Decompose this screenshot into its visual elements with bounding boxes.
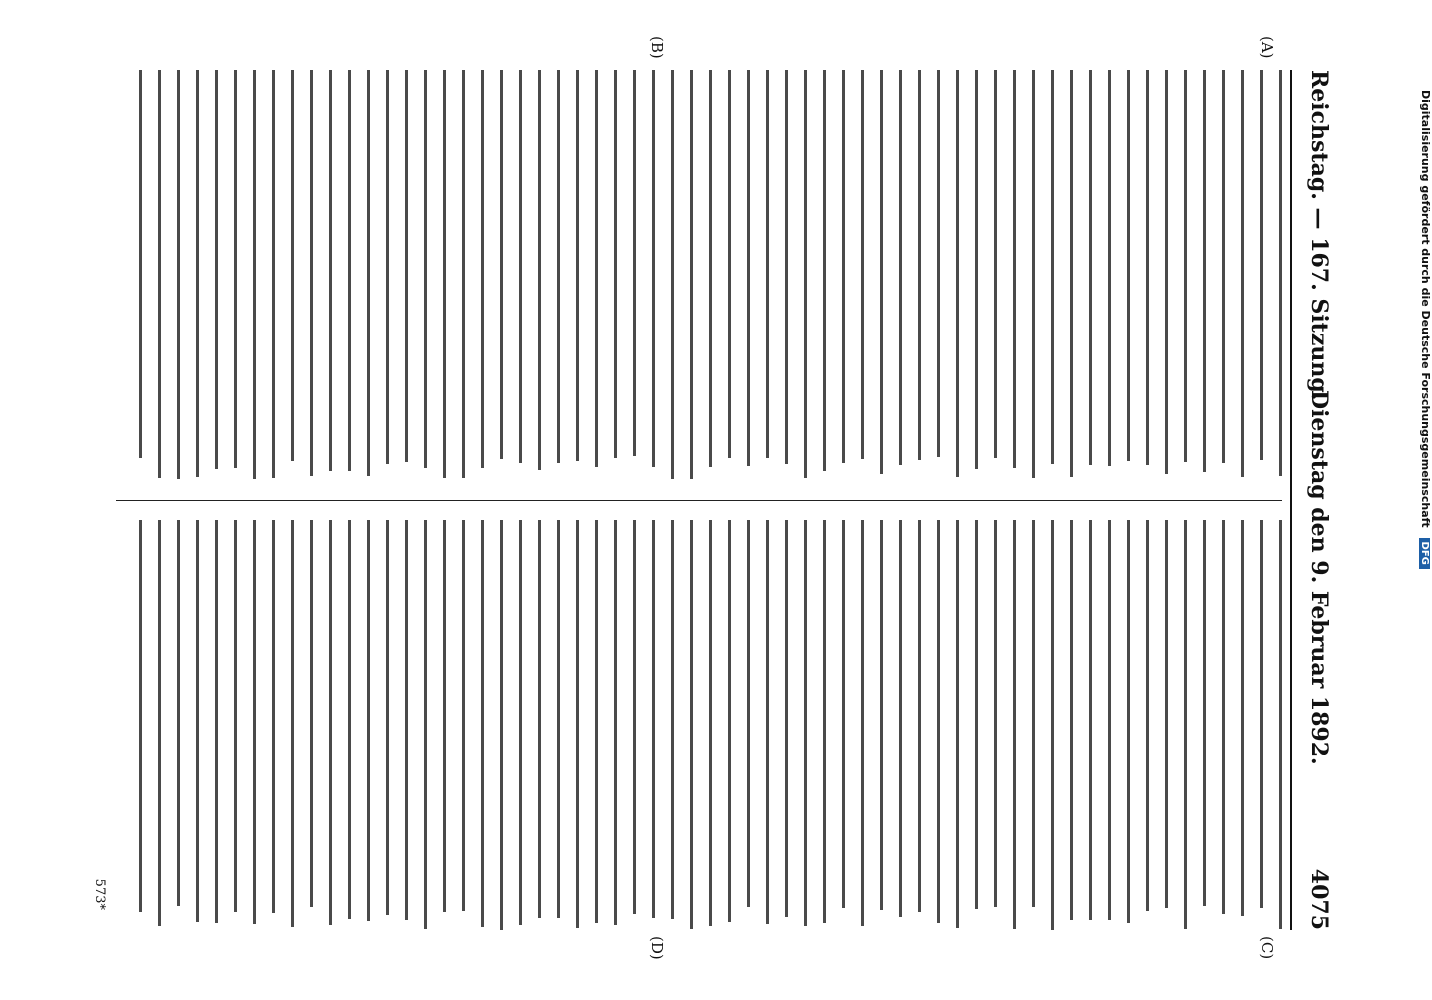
text-line-placeholder — [235, 520, 238, 912]
text-line-placeholder — [539, 70, 542, 470]
text-line-placeholder — [292, 520, 295, 927]
text-line-placeholder — [862, 520, 865, 926]
column-rule — [116, 500, 1282, 501]
rotated-page — [76, 30, 1356, 970]
text-line-placeholder — [615, 520, 618, 925]
text-line-placeholder — [1147, 520, 1150, 911]
text-line-placeholder — [805, 520, 808, 926]
text-line-placeholder — [786, 70, 789, 464]
text-line-placeholder — [387, 70, 390, 464]
text-line-placeholder — [387, 520, 390, 915]
text-line-placeholder — [1185, 70, 1188, 462]
text-line-placeholder — [1090, 520, 1093, 920]
text-line-placeholder — [197, 70, 200, 477]
text-line-placeholder — [596, 520, 599, 923]
text-line-placeholder — [1166, 520, 1169, 908]
text-line-placeholder — [501, 520, 504, 930]
text-line-placeholder — [1071, 520, 1074, 920]
text-line-placeholder — [672, 520, 675, 919]
text-line-placeholder — [292, 70, 295, 461]
page-header — [1292, 70, 1332, 930]
text-line-placeholder — [1052, 520, 1055, 930]
text-line-placeholder — [938, 520, 941, 923]
text-line-placeholder — [786, 520, 789, 917]
text-line-placeholder — [767, 520, 770, 924]
text-line-placeholder — [881, 520, 884, 910]
text-line-placeholder — [691, 70, 694, 479]
header-date: Dienstag den 9. Februar 1892. — [1306, 390, 1332, 765]
text-line-placeholder — [900, 520, 903, 917]
marker-c: (C) — [1258, 936, 1276, 960]
text-line-placeholder — [311, 520, 314, 907]
text-line-placeholder — [634, 70, 637, 456]
text-line-placeholder — [976, 70, 979, 469]
header-rule — [1290, 70, 1292, 930]
text-line-placeholder — [729, 520, 732, 922]
text-line-placeholder — [824, 70, 827, 471]
text-line-placeholder — [444, 520, 447, 912]
text-line-placeholder — [957, 520, 960, 928]
text-line-placeholder — [1242, 520, 1245, 916]
text-line-placeholder — [615, 70, 618, 458]
text-line-placeholder — [425, 520, 428, 929]
text-line-placeholder — [1261, 520, 1264, 908]
text-line-placeholder — [159, 70, 162, 478]
text-line-placeholder — [919, 520, 922, 912]
text-line-placeholder — [216, 70, 219, 469]
text-line-placeholder — [254, 70, 257, 479]
text-line-placeholder — [995, 520, 998, 907]
text-line-placeholder — [710, 70, 713, 467]
text-line-placeholder — [710, 520, 713, 926]
text-line-placeholder — [1128, 520, 1131, 923]
text-column-right — [116, 520, 1282, 930]
text-line-placeholder — [995, 70, 998, 458]
text-line-placeholder — [938, 70, 941, 457]
text-line-placeholder — [1090, 70, 1093, 465]
text-line-placeholder — [1052, 70, 1055, 464]
text-line-placeholder — [596, 70, 599, 467]
text-line-placeholder — [748, 520, 751, 907]
text-line-placeholder — [729, 70, 732, 458]
text-line-placeholder — [539, 520, 542, 918]
text-line-placeholder — [273, 520, 276, 913]
text-line-placeholder — [1185, 520, 1188, 929]
text-line-placeholder — [1280, 70, 1283, 476]
text-line-placeholder — [197, 520, 200, 922]
text-line-placeholder — [805, 70, 808, 478]
text-line-placeholder — [425, 70, 428, 468]
text-line-placeholder — [1147, 70, 1150, 465]
marker-d: (D) — [648, 936, 666, 960]
text-line-placeholder — [159, 520, 162, 926]
text-line-placeholder — [368, 520, 371, 921]
text-line-placeholder — [843, 520, 846, 908]
text-line-placeholder — [1109, 520, 1112, 920]
text-line-placeholder — [653, 520, 656, 918]
text-line-placeholder — [1280, 520, 1283, 929]
text-line-placeholder — [520, 520, 523, 925]
text-line-placeholder — [691, 520, 694, 929]
text-line-placeholder — [577, 520, 580, 928]
side-note-text: Digitalisierung gefördert durch die Deutsche Forschungsgemeinschaft — [1419, 90, 1432, 528]
marker-a: (A) — [1258, 36, 1276, 59]
text-line-placeholder — [501, 70, 504, 459]
text-line-placeholder — [881, 70, 884, 474]
text-line-placeholder — [1128, 70, 1131, 461]
text-line-placeholder — [349, 70, 352, 471]
marker-b: (B) — [648, 36, 666, 59]
text-line-placeholder — [1204, 70, 1207, 472]
text-line-placeholder — [349, 520, 352, 919]
text-line-placeholder — [1166, 70, 1169, 474]
text-line-placeholder — [1204, 520, 1207, 906]
side-note — [1412, 90, 1432, 950]
text-line-placeholder — [1071, 70, 1074, 477]
text-line-placeholder — [406, 520, 409, 920]
text-line-placeholder — [254, 520, 257, 924]
text-line-placeholder — [957, 70, 960, 477]
text-line-placeholder — [634, 520, 637, 914]
text-line-placeholder — [482, 70, 485, 468]
text-line-placeholder — [976, 520, 979, 909]
text-line-placeholder — [748, 70, 751, 466]
text-line-placeholder — [235, 70, 238, 468]
text-line-placeholder — [140, 520, 143, 912]
text-line-placeholder — [273, 70, 276, 478]
text-line-placeholder — [1014, 520, 1017, 929]
text-line-placeholder — [330, 70, 333, 471]
text-line-placeholder — [558, 520, 561, 918]
dfg-logo: DFG — [1419, 538, 1430, 569]
text-line-placeholder — [900, 70, 903, 465]
text-line-placeholder — [1033, 520, 1036, 907]
text-line-placeholder — [824, 520, 827, 923]
text-line-placeholder — [1014, 70, 1017, 468]
text-line-placeholder — [216, 520, 219, 923]
text-line-placeholder — [919, 70, 922, 460]
text-line-placeholder — [368, 70, 371, 476]
text-line-placeholder — [406, 70, 409, 462]
text-line-placeholder — [1033, 70, 1036, 478]
header-left: Reichstag. — 167. Sitzung. — [1306, 70, 1332, 401]
footer-number: 573* — [92, 878, 107, 910]
text-line-placeholder — [520, 70, 523, 463]
text-line-placeholder — [577, 70, 580, 461]
text-line-placeholder — [843, 70, 846, 463]
text-line-placeholder — [140, 70, 143, 458]
text-line-placeholder — [767, 70, 770, 458]
text-line-placeholder — [1109, 70, 1112, 466]
text-line-placeholder — [178, 520, 181, 906]
text-line-placeholder — [653, 70, 656, 467]
text-column-left — [116, 70, 1282, 480]
text-line-placeholder — [1223, 70, 1226, 463]
text-line-placeholder — [444, 70, 447, 478]
text-line-placeholder — [672, 70, 675, 479]
text-line-placeholder — [311, 70, 314, 476]
text-line-placeholder — [330, 520, 333, 925]
text-line-placeholder — [1261, 70, 1264, 460]
text-line-placeholder — [178, 70, 181, 479]
text-line-placeholder — [1242, 70, 1245, 477]
text-line-placeholder — [862, 70, 865, 459]
text-line-placeholder — [482, 520, 485, 927]
page-number: 4075 — [1306, 868, 1332, 930]
text-line-placeholder — [463, 520, 466, 911]
text-line-placeholder — [558, 70, 561, 463]
text-line-placeholder — [463, 70, 466, 478]
text-line-placeholder — [1223, 520, 1226, 914]
